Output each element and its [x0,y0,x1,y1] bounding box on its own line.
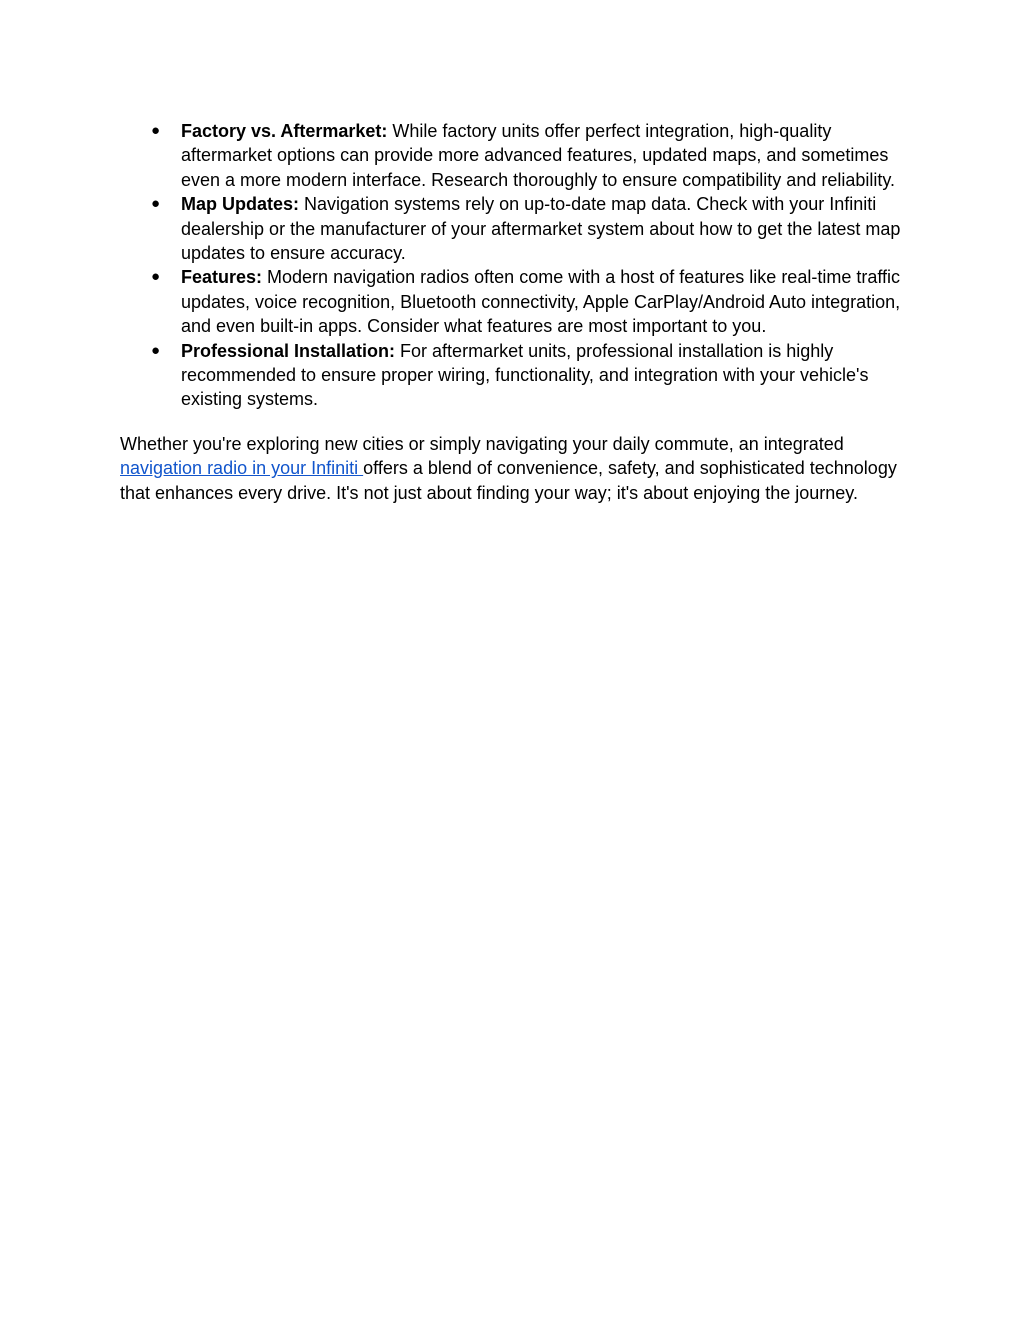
bullet-list [120,119,910,412]
bullet-icon: ● [151,268,161,286]
list-item [120,265,910,338]
bullet-icon: ● [151,195,161,213]
list-item [120,119,910,192]
bullet-icon: ● [151,122,161,139]
closing-paragraph [120,432,910,505]
bullet-text: Modern navigation radios often come with a host of features like real-time traffic updates, voice recognition, Bluetooth connectivity, Apple CarPlay/Android Auto integration, and even built-in apps. Consider what features are most important to you. [181,267,901,337]
bullet-text: For aftermarket units, professional installation is highly recommended to ensure proper wiring, functionality, and integration with your vehicle's existing systems. [181,340,869,410]
navigation-radio-link[interactable]: navigation radio in your Infiniti [120,458,364,479]
bullet-icon: ● [151,341,161,359]
bullet-term: Map Updates: [181,194,300,215]
bullet-text: While factory units offer perfect integration, high-quality aftermarket options can provide more advanced features, updated maps, and sometimes even a more modern interface. Research thoroughly to ensure compatibility and reliability. [181,121,896,190]
list-item [120,339,910,412]
closing-text-after: offers a blend of convenience, safety, and sophisticated technology that enhances every drive. It's not just about finding your way; it's about enjoying the journey. [120,458,897,503]
bullet-text: Navigation systems rely on up-to-date map data. Check with your Infiniti dealership or the manufacturer of your aftermarket system about how to get the latest map updates to ensure accuracy. [181,194,901,264]
document-body [120,119,910,523]
bullet-term: Factory vs. Aftermarket: [181,121,388,141]
closing-text-before: Whether you're exploring new cities or simply navigating your daily commute, an integrated [120,433,844,454]
bullet-term: Features: [181,267,263,288]
list-item [120,192,910,265]
bullet-term: Professional Installation: [181,340,396,361]
